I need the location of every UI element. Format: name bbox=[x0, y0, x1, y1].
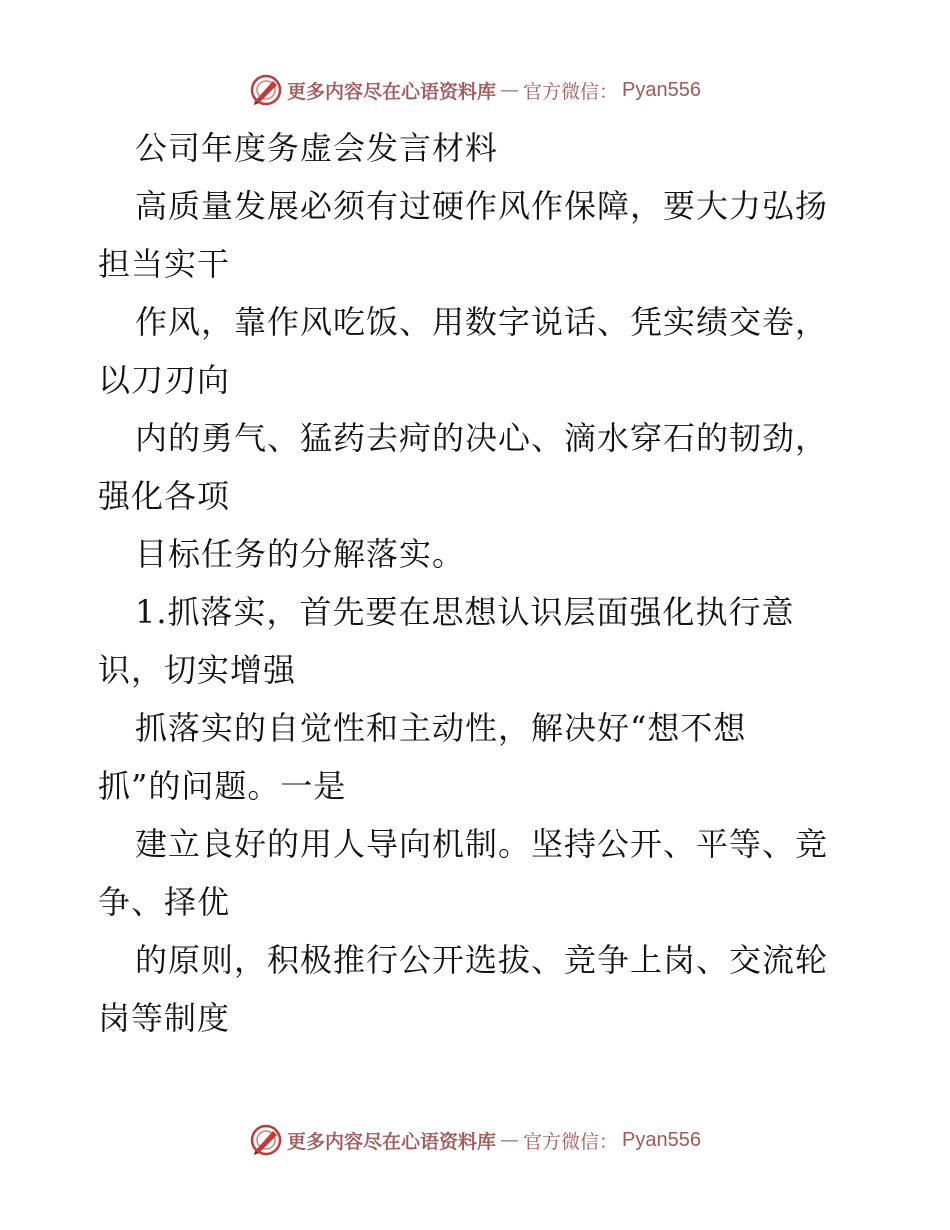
watermark-wechat-id: Pyan556 bbox=[622, 1128, 701, 1151]
paragraph-line: 抓”的问题。一是 bbox=[98, 767, 347, 805]
paragraph-line: 岗等制度 bbox=[98, 999, 231, 1037]
paragraph-line: 建立良好的用人导向机制。坚持公开、平等、竞 bbox=[135, 825, 829, 863]
watermark-wechat-label: 官方微信： bbox=[523, 1130, 619, 1153]
pen-logo-icon bbox=[249, 1123, 283, 1157]
paragraph-line: 作风，靠作风吃饭、用数字说话、凭实绩交卷， bbox=[135, 303, 829, 341]
paragraph-line: 的原则，积极推行公开选拔、竞争上岗、交流轮 bbox=[135, 941, 829, 979]
paragraph-line: 识，切实增强 bbox=[98, 651, 297, 689]
paragraph-line: 强化各项 bbox=[98, 477, 231, 515]
footer-watermark bbox=[0, 1120, 950, 1160]
paragraph-line: 争、择优 bbox=[98, 883, 231, 921]
paragraph-line: 抓落实的自觉性和主动性，解决好“想不想 bbox=[135, 709, 747, 747]
paragraph-line: 1.抓落实，首先要在思想认识层面强化执行意 bbox=[135, 593, 795, 631]
watermark-separator: — bbox=[500, 79, 520, 101]
watermark-wechat-label: 官方微信： bbox=[523, 80, 619, 103]
header-watermark bbox=[0, 70, 950, 110]
paragraph-line: 内的勇气、猛药去疴的决心、滴水穿石的韧劲， bbox=[135, 419, 829, 457]
watermark-wechat-id: Pyan556 bbox=[622, 78, 701, 101]
watermark-brand: 更多内容尽在心语资料库 bbox=[287, 80, 497, 103]
pen-logo-icon bbox=[249, 73, 283, 107]
paragraph-line: 目标任务的分解落实。 bbox=[135, 535, 466, 573]
paragraph-line: 高质量发展必须有过硬作风作保障，要大力弘扬 bbox=[135, 187, 829, 225]
watermark-brand: 更多内容尽在心语资料库 bbox=[287, 1130, 497, 1153]
watermark-separator: — bbox=[500, 1129, 520, 1151]
paragraph-line: 以刀刃向 bbox=[98, 361, 231, 399]
paragraph-line: 担当实干 bbox=[98, 245, 231, 283]
document-title: 公司年度务虚会发言材料 bbox=[135, 129, 499, 167]
